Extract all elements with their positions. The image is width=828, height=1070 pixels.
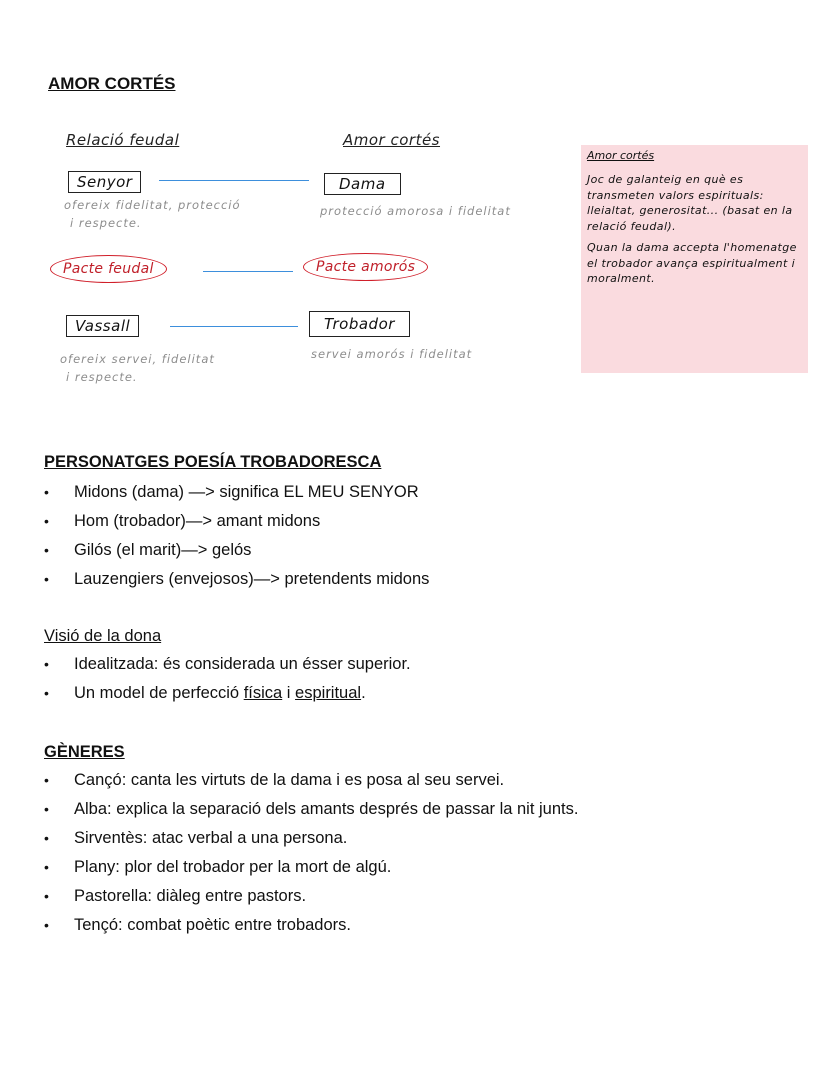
list-item — [44, 824, 578, 853]
note-card-title: Amor cortés — [587, 149, 655, 162]
feudal-pact-oval: Pacte feudal — [50, 255, 167, 283]
characters-section — [44, 453, 429, 594]
note-line: i respecte. — [66, 370, 138, 384]
bullet: • — [44, 772, 49, 788]
list-item-text: Cançó: canta les virtuts de la dama i es posa al seu servei. — [74, 771, 505, 789]
list-item-text: Hom (trobador)—> amant midons — [74, 512, 321, 530]
feudal-header: Relació feudal — [66, 131, 180, 149]
list-item-text: Alba: explica la separació dels amants després de passar la nit junts. — [74, 800, 579, 818]
list-item — [44, 650, 411, 679]
list-item — [44, 795, 578, 824]
list-item-text: Pastorella: diàleg entre pastors. — [74, 887, 307, 905]
list-item — [44, 766, 578, 795]
list-item-text: Midons (dama) —> significa EL MEU SENYOR — [74, 483, 419, 501]
section-title: GÈNERES — [44, 743, 125, 761]
trobador-note: servei amorós i fidelitat — [311, 347, 473, 361]
bullet: • — [44, 859, 49, 875]
section-title: PERSONATGES POESÍA TROBADORESCA — [44, 453, 382, 471]
love-pact-oval: Pacte amorós — [303, 253, 428, 281]
bullet: • — [44, 685, 49, 701]
list-item — [44, 853, 578, 882]
vassall-note — [60, 350, 215, 386]
page-title: AMOR CORTÉS — [48, 74, 176, 93]
note-card-paragraph: Quan la dama accepta l'homenatge el trobador avança espiritualment i moralment. — [587, 241, 797, 285]
bullet: • — [44, 656, 49, 672]
list-item-text: i — [282, 684, 296, 702]
list-item-text: Lauzengiers (envejosos)—> pretendents midons — [74, 570, 430, 588]
bullet: • — [44, 917, 49, 933]
genres-section — [44, 743, 578, 940]
list-item-text: Plany: plor del trobador per la mort de algú. — [74, 858, 392, 876]
list-item — [44, 507, 429, 536]
list-item — [44, 882, 578, 911]
list-item — [44, 565, 429, 594]
note-card — [581, 145, 808, 373]
note-line: ofereix fidelitat, protecció — [64, 198, 241, 212]
dama-box: Dama — [324, 173, 401, 195]
bullet: • — [44, 830, 49, 846]
note-card-paragraph: Joc de galanteig en què es transmeten valors espirituals: lleialtat, generositat... (basat en la relació feudal). — [587, 173, 793, 233]
connector-line — [203, 271, 293, 272]
list-item-text: Idealitzada: és considerada un ésser superior. — [74, 655, 411, 673]
connector-line — [170, 326, 298, 327]
bullet: • — [44, 571, 49, 587]
list-item-text: Un model de perfecció — [74, 684, 244, 702]
list-item-text: . — [361, 684, 366, 702]
section-title: Visió de la dona — [44, 627, 162, 645]
dama-note: protecció amorosa i fidelitat — [320, 204, 511, 218]
note-line: i respecte. — [70, 216, 142, 230]
list-item — [44, 536, 429, 565]
list-item-text: Tençó: combat poètic entre trobadors. — [74, 916, 351, 934]
senyor-box: Senyor — [68, 171, 141, 193]
vassall-box: Vassall — [66, 315, 139, 337]
connector-line — [159, 180, 309, 181]
underlined-word: física — [243, 684, 283, 702]
trobador-box: Trobador — [309, 311, 410, 337]
note-line: ofereix servei, fidelitat — [60, 352, 215, 366]
list-item — [44, 478, 429, 507]
woman-vision-section — [44, 627, 411, 708]
list-item — [44, 911, 578, 940]
senyor-note — [64, 196, 241, 232]
bullet: • — [44, 513, 49, 529]
list-item-text: Gilós (el marit)—> gelós — [74, 541, 252, 559]
underlined-word: espiritual — [295, 684, 362, 702]
bullet: • — [44, 888, 49, 904]
list-item-text: Sirventès: atac verbal a una persona. — [74, 829, 348, 847]
bullet: • — [44, 542, 49, 558]
list-item — [44, 679, 411, 708]
bullet: • — [44, 484, 49, 500]
bullet: • — [44, 801, 49, 817]
courtly-header: Amor cortés — [343, 131, 441, 149]
